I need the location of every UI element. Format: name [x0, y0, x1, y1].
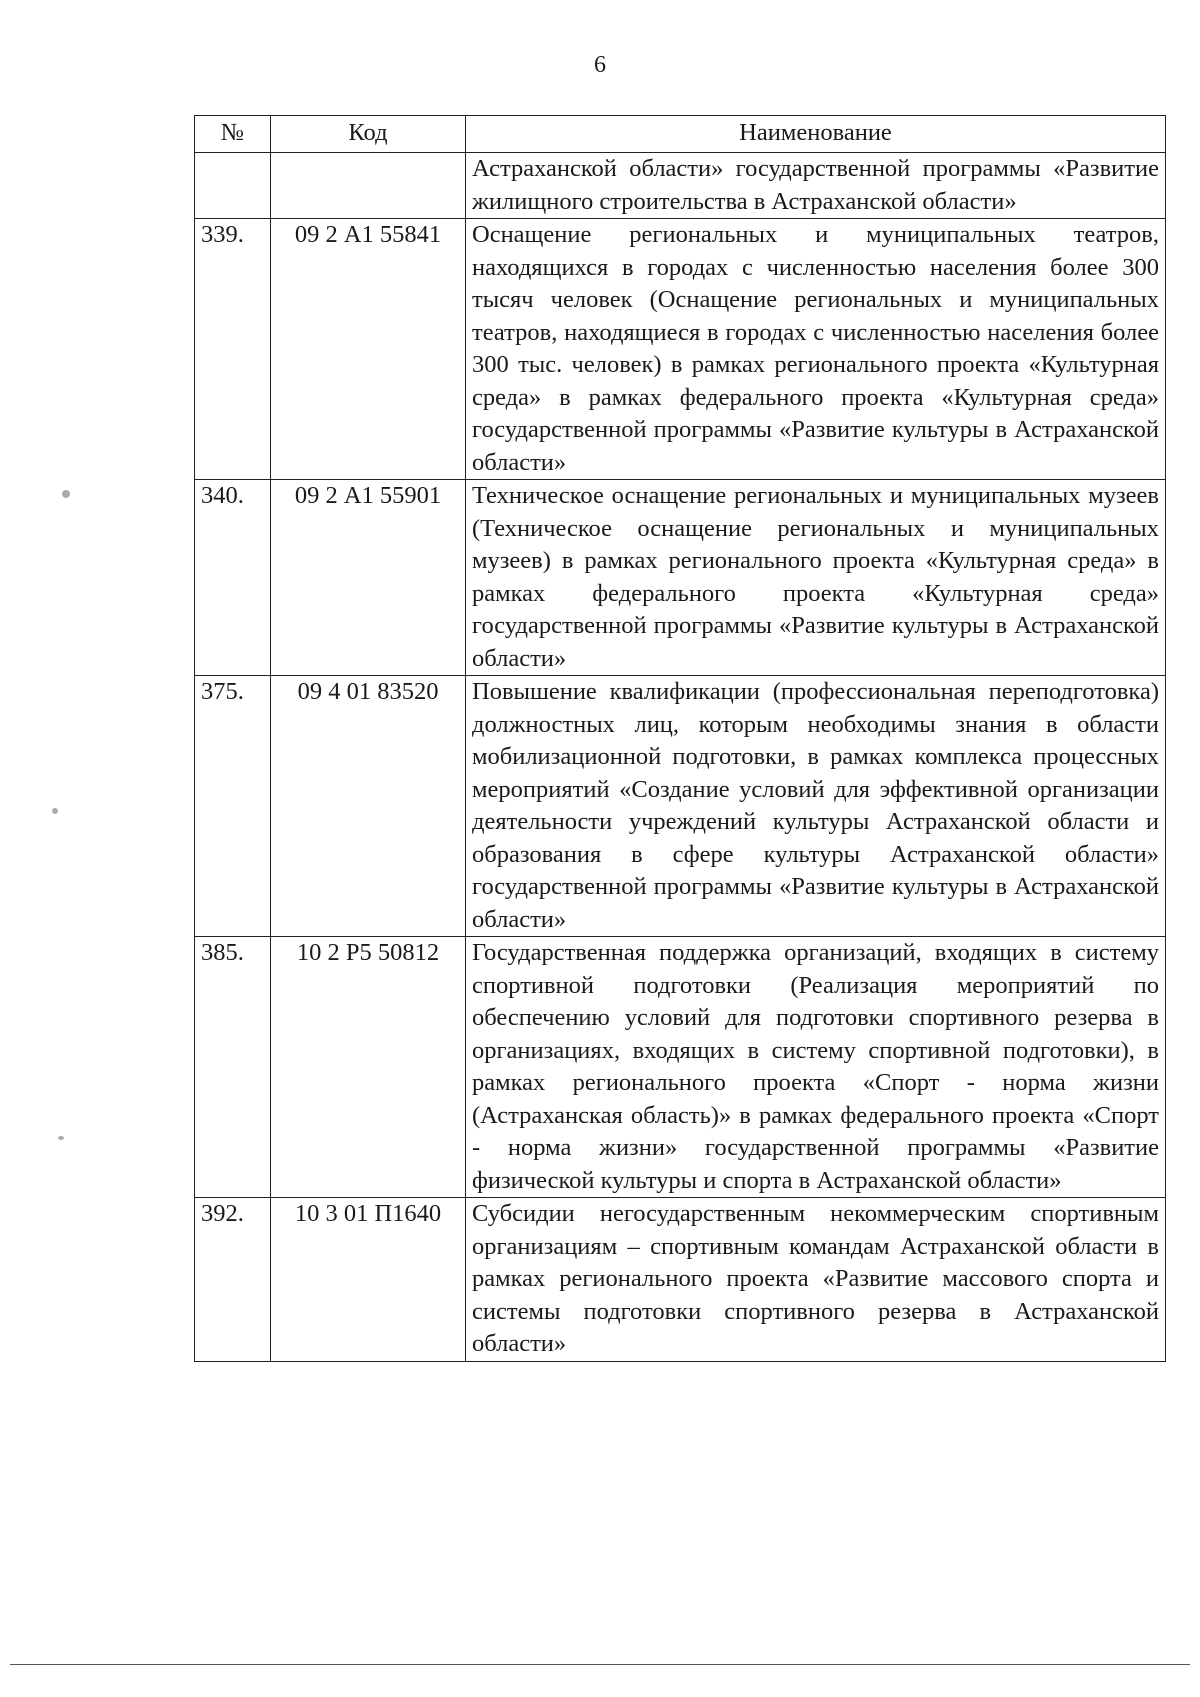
- table-row: [195, 480, 1166, 676]
- scan-speck: [52, 808, 58, 814]
- row-name: Оснащение региональных и муниципальных театров, находящихся в городах с численностью населения более 300 тысяч человек (Оснащение региональных и муниципальных театров, находящиеся в городах с численностью населения более 300 тыс. человек) в рамках регионального проекта «Культурная среда» в рамках федерального проекта «Культурная среда» государственной программы «Развитие культуры в Астраханской области»: [466, 219, 1166, 480]
- row-number: 340.: [195, 480, 271, 676]
- scan-speck: [62, 490, 70, 498]
- row-code: 10 2 Р5 50812: [271, 937, 466, 1198]
- header-name: Наименование: [466, 116, 1166, 153]
- header-number: №: [195, 116, 271, 153]
- table-row: [195, 219, 1166, 480]
- row-code: 09 4 01 83520: [271, 676, 466, 937]
- row-number: 375.: [195, 676, 271, 937]
- row-code: 09 2 А1 55841: [271, 219, 466, 480]
- table-row: [195, 937, 1166, 1198]
- row-name: Субсидии негосударственным некоммерческим спортивным организациям – спортивным командам Астраханской области в рамках регионального проекта «Развитие массового спорта и системы подготовки спортивного резерва в Астраханской области»: [466, 1198, 1166, 1362]
- row-number: 385.: [195, 937, 271, 1198]
- table-row: [195, 1198, 1166, 1362]
- scan-speck: [58, 1136, 64, 1140]
- table-row: [195, 153, 1166, 219]
- row-number: 339.: [195, 219, 271, 480]
- row-name: Техническое оснащение региональных и муниципальных музеев (Техническое оснащение региональных и муниципальных музеев) в рамках регионального проекта «Культурная среда» в рамках федерального проекта «Культурная среда» государственной программы «Развитие культуры в Астраханской области»: [466, 480, 1166, 676]
- header-code: Код: [271, 116, 466, 153]
- row-name: Повышение квалификации (профессиональная переподготовка) должностных лиц, которым необходимы знания в области мобилизационной подготовки, в рамках комплекса процессных мероприятий «Создание условий для эффективной организации деятельности учреждений культуры Астраханской области и образования в сфере культуры Астраханской области» государственной программы «Развитие культуры в Астраханской области»: [466, 676, 1166, 937]
- row-name: Государственная поддержка организаций, входящих в систему спортивной подготовки (Реализация мероприятий по обеспечению условий для подготовки спортивного резерва в организациях, входящих в систему спортивной подготовки), в рамках регионального проекта «Спорт - норма жизни (Астраханская область)» в рамках федерального проекта «Спорт - норма жизни» государственной программы «Развитие физической культуры и спорта в Астраханской области»: [466, 937, 1166, 1198]
- row-number: [195, 153, 271, 219]
- row-code: [271, 153, 466, 219]
- row-code: 09 2 А1 55901: [271, 480, 466, 676]
- row-code: 10 3 01 П1640: [271, 1198, 466, 1362]
- classification-table: [194, 115, 1166, 1362]
- row-name: Астраханской области» государственной программы «Развитие жилищного строительства в Астраханской области»: [466, 153, 1166, 219]
- row-number: 392.: [195, 1198, 271, 1362]
- table-row: [195, 676, 1166, 937]
- table-header-row: [195, 116, 1166, 153]
- bottom-rule: [10, 1664, 1190, 1665]
- page-number: 6: [594, 52, 606, 78]
